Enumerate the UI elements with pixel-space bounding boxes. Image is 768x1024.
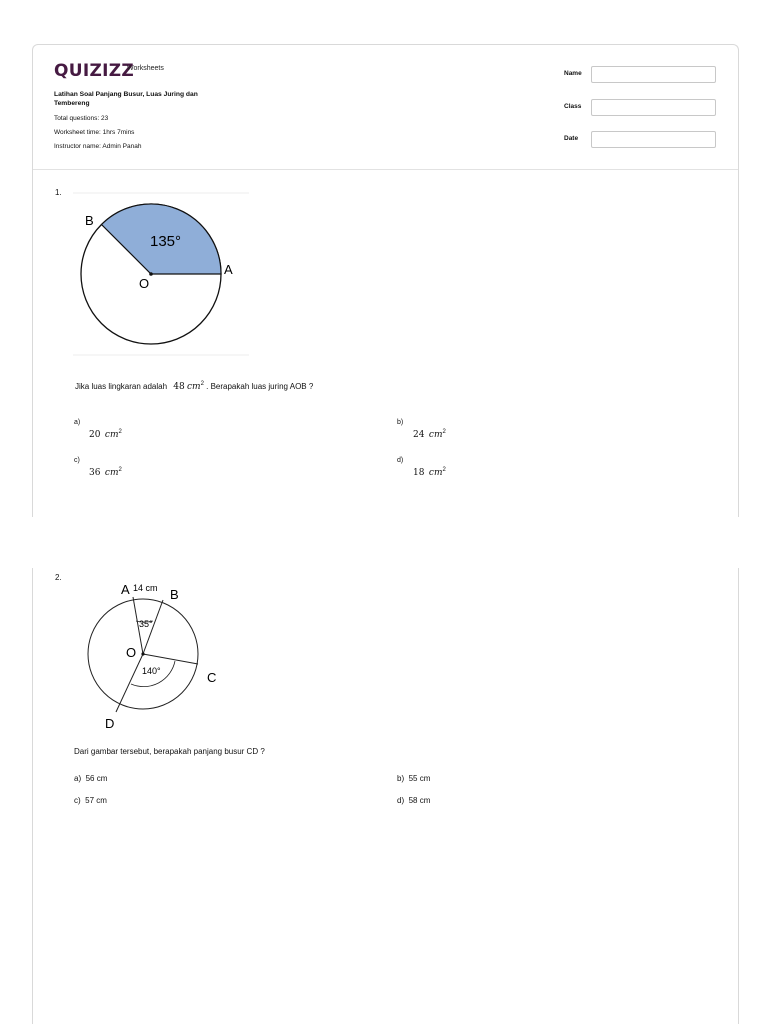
angle-140-label: 140° <box>142 666 161 676</box>
point-o-label: O <box>139 276 150 291</box>
option-c[interactable]: c) 57 cm <box>74 796 107 805</box>
logo-subtitle: Worksheets <box>127 65 164 72</box>
point-c-label: C <box>207 670 217 685</box>
header-divider <box>33 169 738 170</box>
question-2-figure <box>83 576 233 728</box>
option-letter-c: c) <box>74 457 80 464</box>
point-a-label: A <box>224 262 233 277</box>
question-1-figure <box>73 191 251 357</box>
date-field[interactable] <box>591 131 716 148</box>
name-label: Name <box>564 70 582 77</box>
option-b[interactable]: 24 $cm^2$ <box>413 429 446 440</box>
question-1-text: Jika luas lingkaran adalah 48 $cm^2$ . Berapakah luas juring AOB ? <box>75 381 314 392</box>
angle-label: 135° <box>150 233 182 250</box>
question-2-text: Dari gambar tersebut, berapakah panjang busur CD ? <box>74 747 265 756</box>
worksheet-title: Latihan Soal Panjang Busur, Luas Juring dan Tembereng <box>54 91 198 107</box>
total-questions: Total questions: 23 <box>54 115 109 122</box>
question-number: 1. <box>55 188 62 197</box>
option-c[interactable]: 36 $cm^2$ <box>89 467 122 478</box>
worksheet-page-1 <box>32 44 739 517</box>
worksheet-page-2 <box>32 568 739 1024</box>
name-field[interactable] <box>591 66 716 83</box>
option-a[interactable]: a) 56 cm <box>74 774 108 783</box>
option-letter-d: d) <box>397 457 404 464</box>
question-number: 2. <box>55 573 62 582</box>
option-letter-b: b) <box>397 419 404 426</box>
quizizz-logo: QUIZIZZ <box>54 61 134 81</box>
class-field[interactable] <box>591 99 716 116</box>
option-b[interactable]: b) 55 cm <box>397 774 431 783</box>
worksheet-time: Worksheet time: 1hrs 7mins <box>54 129 135 136</box>
point-a-label: A <box>121 582 130 597</box>
option-d[interactable]: 18 $cm^2$ <box>413 467 446 478</box>
angle-35-label: 35° <box>139 619 153 629</box>
point-b-label: B <box>85 213 94 228</box>
option-letter-a: a) <box>74 419 81 426</box>
point-b-label: B <box>170 587 179 602</box>
option-d[interactable]: d) 58 cm <box>397 796 431 805</box>
option-a[interactable]: 20 $cm^2$ <box>89 429 122 440</box>
point-d-label: D <box>105 716 115 728</box>
point-o-label: O <box>126 645 137 660</box>
instructor-name: Instructor name: Admin Panah <box>54 143 142 150</box>
class-label: Class <box>564 103 582 110</box>
date-label: Date <box>564 135 579 142</box>
chord-length-label: 14 cm <box>133 583 158 593</box>
